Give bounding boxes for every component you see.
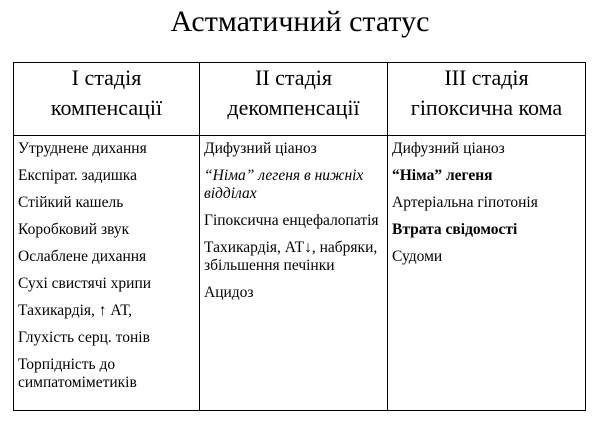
symptom-item: Експірат. задишка [18,167,137,184]
symptom-item: Дифузний ціаноз [392,140,505,157]
symptom-item: Коробковий звук [18,221,130,238]
symptom-item: “Німа” легеня в нижніх відділах [204,167,364,202]
stage-2-subtitle: декомпенсації [227,95,360,120]
page-title: Астматичний статус [170,5,430,38]
symptom-item: Дифузний ціаноз [204,140,317,157]
symptom-item: Тахикардія, АТ↓, набряки, збільшення печінки [204,239,378,274]
symptom-item: Ослаблене дихання [18,248,147,265]
stage-1-header [14,63,200,136]
symptom-item: Судоми [392,248,443,265]
symptom-item: Втрата свідомості [392,221,518,238]
stage-2-header [200,63,388,136]
stage-3-subtitle: гіпоксична кома [410,95,563,120]
stage-1-symptoms [14,136,200,411]
symptom-item: Торпідність до симпатоміметиків [18,356,137,391]
table-body-row [14,136,586,411]
symptom-item: Гіпоксична енцефалопатія [204,212,379,229]
stages-table [13,62,586,411]
symptom-item: “Німа” легеня [392,167,493,184]
stage-3-title: III стадія [444,65,529,90]
stage-2-symptoms [200,136,388,411]
symptom-item: Сухі свистячі хрипи [18,275,152,292]
stage-1-title: I стадія [71,65,142,90]
symptom-item: Глухість серц. тонів [18,329,150,346]
symptom-item: Тахикардія, ↑ АТ, [18,302,133,319]
symptom-item: Утруднене дихання [18,140,147,157]
symptom-item: Артеріальна гіпотонія [392,194,538,211]
symptom-item: Стійкий кашель [18,194,124,211]
stage-3-symptoms [388,136,586,411]
stage-3-header [388,63,586,136]
stage-2-title: II стадія [255,65,332,90]
stage-1-subtitle: компенсації [50,95,163,120]
table-header-row [14,63,586,136]
symptom-item: Ацидоз [204,284,254,301]
